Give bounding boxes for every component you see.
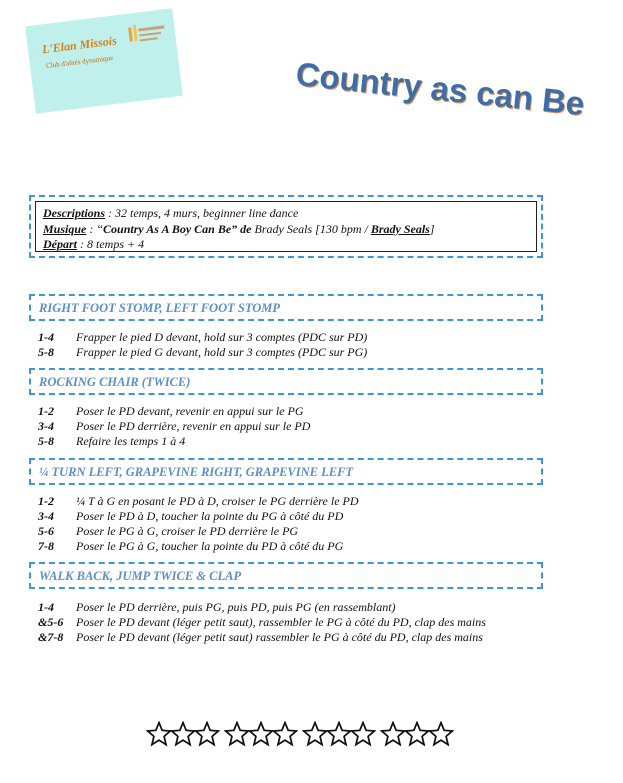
step-row [38,345,367,360]
start-label: Départ [43,237,77,251]
step-row [38,434,310,449]
descriptions-label: Descriptions [43,206,106,220]
section-header [29,458,543,485]
step-row [38,524,359,539]
music-song: Country As A Boy Can Be” de [103,221,252,236]
step-text: Poser le PD derrière, puis PG, puis PD, puis PG (en rassemblant) [76,600,396,614]
star-icon [272,721,298,747]
step-count: 1-4 [38,600,54,614]
step-text: Refaire les temps 1 à 4 [76,434,186,448]
star-icon [350,721,376,747]
step-list [38,600,486,645]
step-list [38,330,367,360]
descriptions-text: : 32 temps, 4 murs, beginner line dance [105,206,299,220]
logo-subtitle: Club d'aînés dynamique [45,53,114,71]
step-row [38,600,486,615]
section-title: ROCKING CHAIR (TWICE) [39,375,191,389]
step-row [38,615,486,630]
step-row [38,630,486,645]
step-count: 7-8 [38,539,54,553]
logo-name: L'Elan Missois [41,33,118,57]
star-icon [224,721,250,747]
step-count: 1-2 [38,494,54,508]
star-icon [302,721,328,747]
step-text: Poser le PD devant, revenir en appui sur le PG [76,404,304,418]
step-count: 5-8 [38,345,54,359]
step-count: 1-2 [38,404,54,418]
star-icon [248,721,274,747]
star-icon [170,721,196,747]
section-header [29,562,543,589]
star-icon [404,721,430,747]
step-text: Poser le PD derrière, revenir en appui sur le PD [76,419,311,433]
description-box [29,195,543,258]
step-text: Poser le PD à D, toucher la pointe du PG à côté du PD [76,509,344,523]
music-label: Musique [43,221,87,236]
club-logo [25,8,183,113]
music-artist-link: Brady Seals [370,221,430,236]
star-icon [146,721,172,747]
step-row [38,419,310,434]
step-text: Poser le PD devant (léger petit saut), rassembler le PG à côté du PD, clap des mains [76,615,486,629]
step-text: Poser le PD devant (léger petit saut) rassembler le PG à côté du PD, clap des mains [76,630,483,644]
step-list [38,404,310,449]
step-list [38,494,359,554]
step-text: Frapper le pied G devant, hold sur 3 comptes (PDC sur PG) [76,345,368,359]
page-title: Country as can Be [294,55,587,123]
step-row [38,330,367,345]
step-text: Poser le PG à G, toucher la pointe du PD à côté du PG [76,539,344,553]
star-icon [326,721,352,747]
step-row [38,404,310,419]
section-title: ¼ TURN LEFT, GRAPEVINE RIGHT, GRAPEVINE LEFT [39,465,354,479]
step-count: &5-6 [38,615,64,629]
start-line [43,237,529,253]
step-row [38,509,359,524]
step-count: 3-4 [38,509,54,523]
step-row [38,539,359,554]
step-count: 3-4 [38,419,54,433]
logo-mark-icon [126,19,169,50]
music-pre: : “ [86,221,104,236]
step-count: 5-6 [38,524,54,538]
star-rating-row [146,721,456,757]
description-inner [35,201,537,252]
star-icon [428,721,454,747]
star-icon [194,721,220,747]
step-count: 1-4 [38,330,54,344]
step-count: 5-8 [38,434,54,448]
start-text: : 8 temps + 4 [77,237,145,251]
step-text: Poser le PG à G, croiser le PD derrière le PG [76,524,299,538]
step-text: Frapper le pied D devant, hold sur 3 comptes (PDC sur PD) [76,330,368,344]
descriptions-line [43,206,529,222]
music-artist: Brady Seals [130 bpm / [251,221,371,236]
step-count: &7-8 [38,630,64,644]
step-row [38,494,359,509]
section-title: WALK BACK, JUMP TWICE & CLAP [39,569,242,583]
section-header [29,294,543,321]
music-line [43,222,529,238]
section-title: RIGHT FOOT STOMP, LEFT FOOT STOMP [39,301,281,315]
step-text: ¼ T à G en posant le PD à D, croiser le PG derrière le PD [76,494,359,508]
section-header [29,368,543,395]
star-icon [380,721,406,747]
music-end: ] [429,221,435,236]
